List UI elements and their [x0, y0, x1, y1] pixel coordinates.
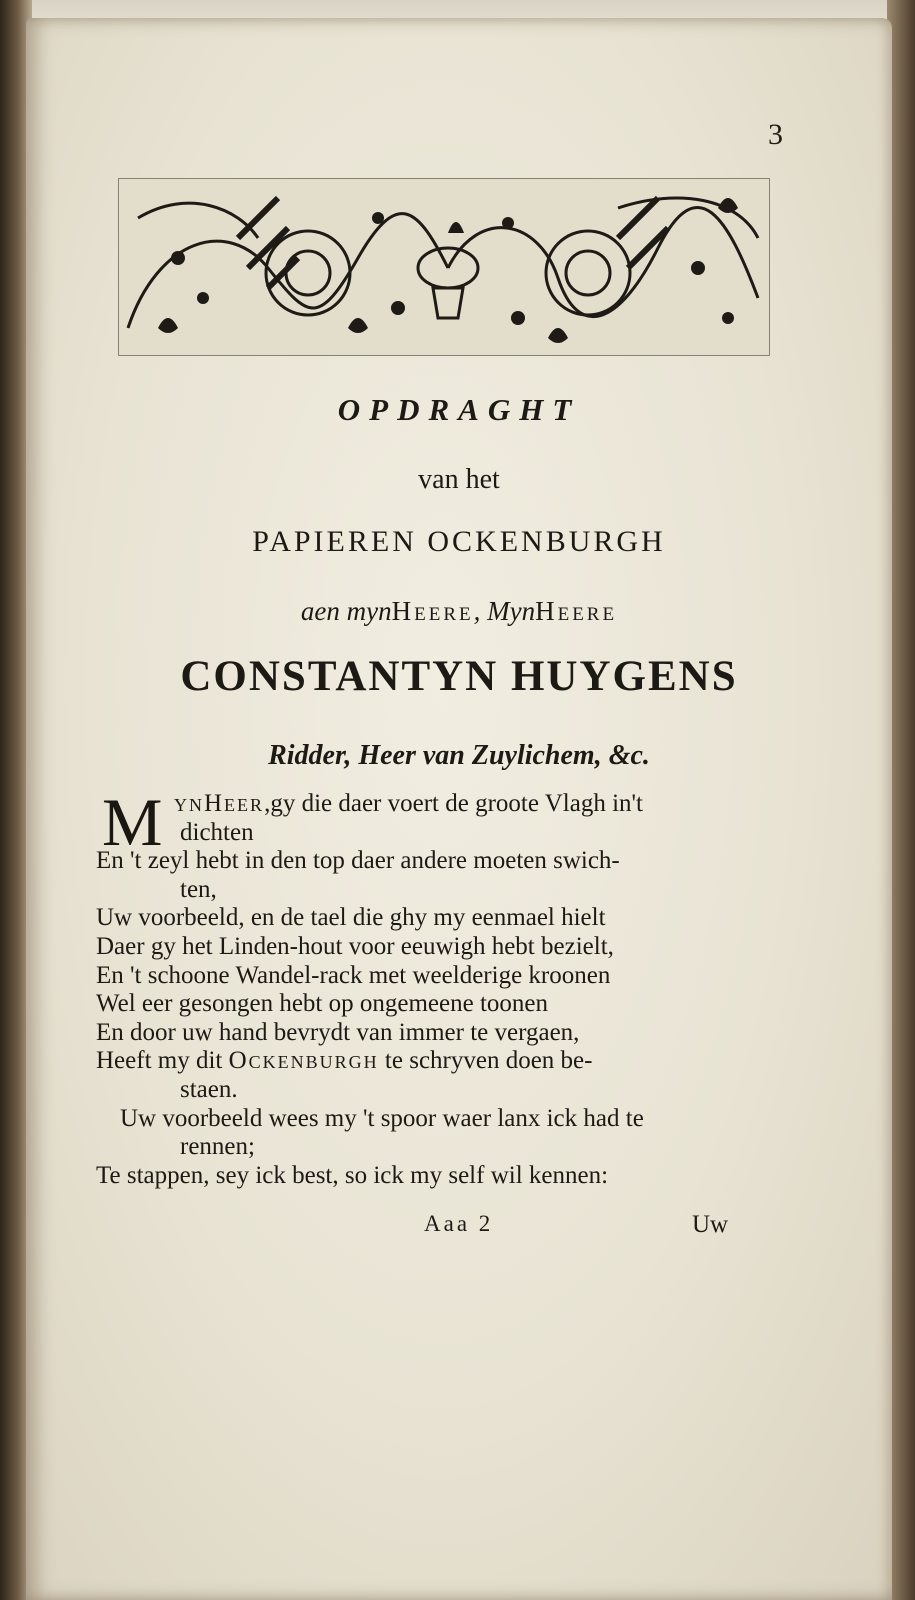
page-heading: OPDRAGHT — [337, 392, 581, 427]
dedication-word-1: Heere — [391, 596, 474, 626]
poem-line: En 't schoone Wandel-rack met weelderige kroonen — [96, 961, 611, 989]
poem-line: ynHeer,gy die daer voert de groote Vlagh in't — [174, 790, 643, 817]
dedication-line — [26, 596, 892, 627]
addressee-name: CONSTANTYN HUYGENS — [180, 653, 738, 700]
dedication-prefix: aen myn — [300, 596, 392, 626]
woodcut-headpiece-ornament — [118, 178, 770, 356]
page-number: 3 — [768, 118, 783, 151]
poem-line: En 't zeyl hebt in den top daer andere moeten swich- — [96, 847, 620, 875]
poem-line: Te stappen, sey ick best, so ick my self wil kennen: — [96, 1161, 609, 1189]
poem-line: En door uw hand bevrydt van immer te vergaen, — [96, 1018, 580, 1046]
poem-line: Uw voorbeeld, en de tael die ghy my eenmael hielt — [96, 904, 606, 932]
book-page — [26, 18, 892, 1600]
book-title: PAPIEREN OCKENBURGH — [252, 525, 666, 558]
catchword: Uw — [692, 1211, 729, 1238]
poem-line: staen. — [180, 1075, 238, 1103]
poem-line: Uw voorbeeld wees my 't spoor waer lanx ick had te — [120, 1104, 644, 1132]
poem-line: Wel eer gesongen hebt op ongemeene toonen — [96, 990, 548, 1018]
dedication-mid: , Myn — [473, 596, 536, 626]
signature-mark: Aaa 2 — [424, 1211, 494, 1236]
addressee-titles: Ridder, Heer van Zuylichem, &c. — [268, 740, 650, 771]
poem-body — [96, 784, 796, 1190]
poem-line: Heeft my dit Ockenburgh te schryven doen be- — [96, 1047, 593, 1075]
drop-cap: M — [102, 784, 163, 860]
page-subheading: van het — [418, 464, 500, 495]
poem-line: dichten — [180, 818, 254, 846]
poem-line: ten, — [180, 875, 217, 903]
dedication-word-2: Heere — [535, 596, 618, 626]
poem-line: Daer gy het Linden-hout voor eeuwigh hebt bezielt, — [96, 932, 614, 960]
poem-line: rennen; — [180, 1133, 255, 1161]
